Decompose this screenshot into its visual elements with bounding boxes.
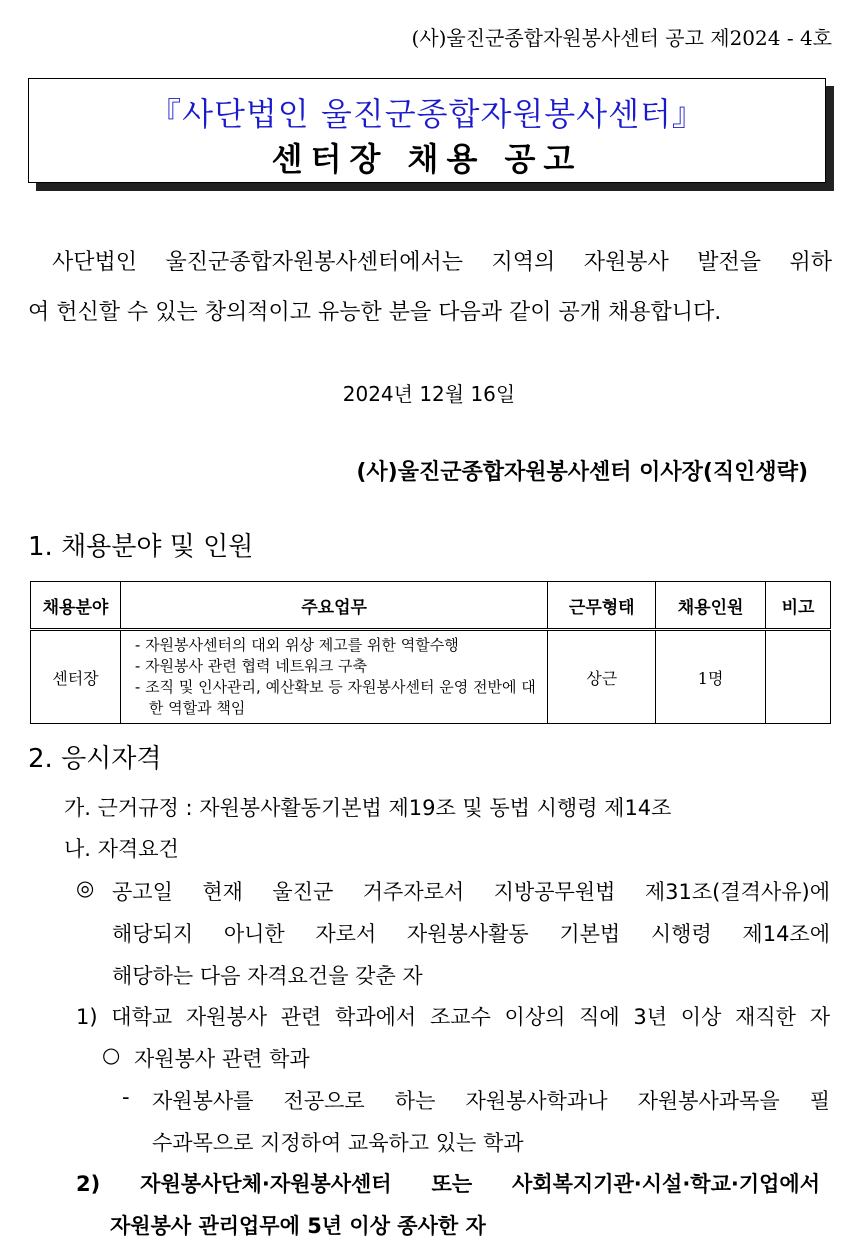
requirement-line: 공고일 현재 울진군 거주자로서 지방공무원법 제31조(결격사유)에: [112, 880, 830, 904]
duty-item: - 자원봉사센터의 대외 위상 제고를 위한 역할수행: [134, 636, 459, 654]
page-subtitle: 센터장 채용 공고: [271, 140, 583, 178]
header-field: 채용분야: [31, 582, 121, 630]
qualification-detail: 자원봉사를 전공으로 하는 자원봉사학과나 자원봉사과목을 필: [152, 1089, 830, 1113]
recruitment-table: [30, 581, 831, 724]
header-headcount: 채용인원: [656, 582, 766, 630]
table-row: [31, 630, 831, 724]
section-2-heading: 2. 응시자격: [28, 744, 162, 774]
qualification-sub: 자원봉사 관련 학과: [134, 1047, 310, 1071]
qualification-item-2: 2) 자원봉사단체·자원봉사센터 또는 사회복지기관·시설·학교·기업에서: [76, 1172, 820, 1196]
header-work-type: 근무형태: [548, 582, 656, 630]
requirement-line: 해당되지 아니한 자로서 자원봉사활동 기본법 시행령 제14조에: [112, 922, 830, 946]
notice-number: (사)울진군종합자원봉사센터 공고 제2024 - 4호: [411, 26, 832, 50]
cell-work-type: 상근: [548, 630, 656, 724]
intro-paragraph: [28, 238, 832, 338]
legal-basis: 가. 근거규정 : 자원봉사활동기본법 제19조 및 동법 시행령 제14조: [64, 796, 672, 820]
cell-headcount: 1명: [656, 630, 766, 724]
circle-mark: ○: [102, 1043, 121, 1067]
qualification-item-1: 1) 대학교 자원봉사 관련 학과에서 조교수 이상의 직에 3년 이상 재직한 자: [76, 1005, 830, 1029]
signer: (사)울진군종합자원봉사센터 이사장(직인생략): [356, 460, 808, 485]
cell-duties: [120, 630, 547, 724]
duty-item: - 조직 및 인사관리, 예산확보 등 자원봉사센터 운영 전반에 대한 역할과 책임: [134, 678, 536, 717]
intro-line-2: 여 헌신할 수 있는 창의적이고 유능한 분을 다음과 같이 공개 채용합니다.: [28, 300, 722, 325]
dash-mark: -: [122, 1085, 130, 1109]
double-circle-mark: ◎: [76, 876, 95, 900]
section-1-heading: 1. 채용분야 및 인원: [28, 532, 254, 562]
header-duties: 주요업무: [120, 582, 547, 630]
header-remarks: 비고: [766, 582, 831, 630]
table-header-row: [31, 582, 831, 630]
requirement-line: 해당하는 다음 자격요건을 갖춘 자: [112, 964, 423, 988]
requirements-heading: 나. 자격요건: [64, 837, 179, 861]
page-title: 『사단법인 울진군종합자원봉사센터』: [149, 95, 705, 133]
title-box: [28, 78, 826, 183]
qualification-item-2-cont: 자원봉사 관리업무에 5년 이상 종사한 자: [110, 1214, 486, 1238]
duty-item: - 자원봉사 관련 협력 네트워크 구축: [134, 657, 368, 675]
intro-line-1: 사단법인 울진군종합자원봉사센터에서는 지역의 자원봉사 발전을 위하: [52, 250, 832, 275]
announcement-date: 2024년 12월 16일: [342, 382, 516, 406]
cell-remarks: [766, 630, 831, 724]
qualification-detail: 수과목으로 지정하여 교육하고 있는 학과: [152, 1131, 524, 1155]
cell-field: 센터장: [31, 630, 121, 724]
